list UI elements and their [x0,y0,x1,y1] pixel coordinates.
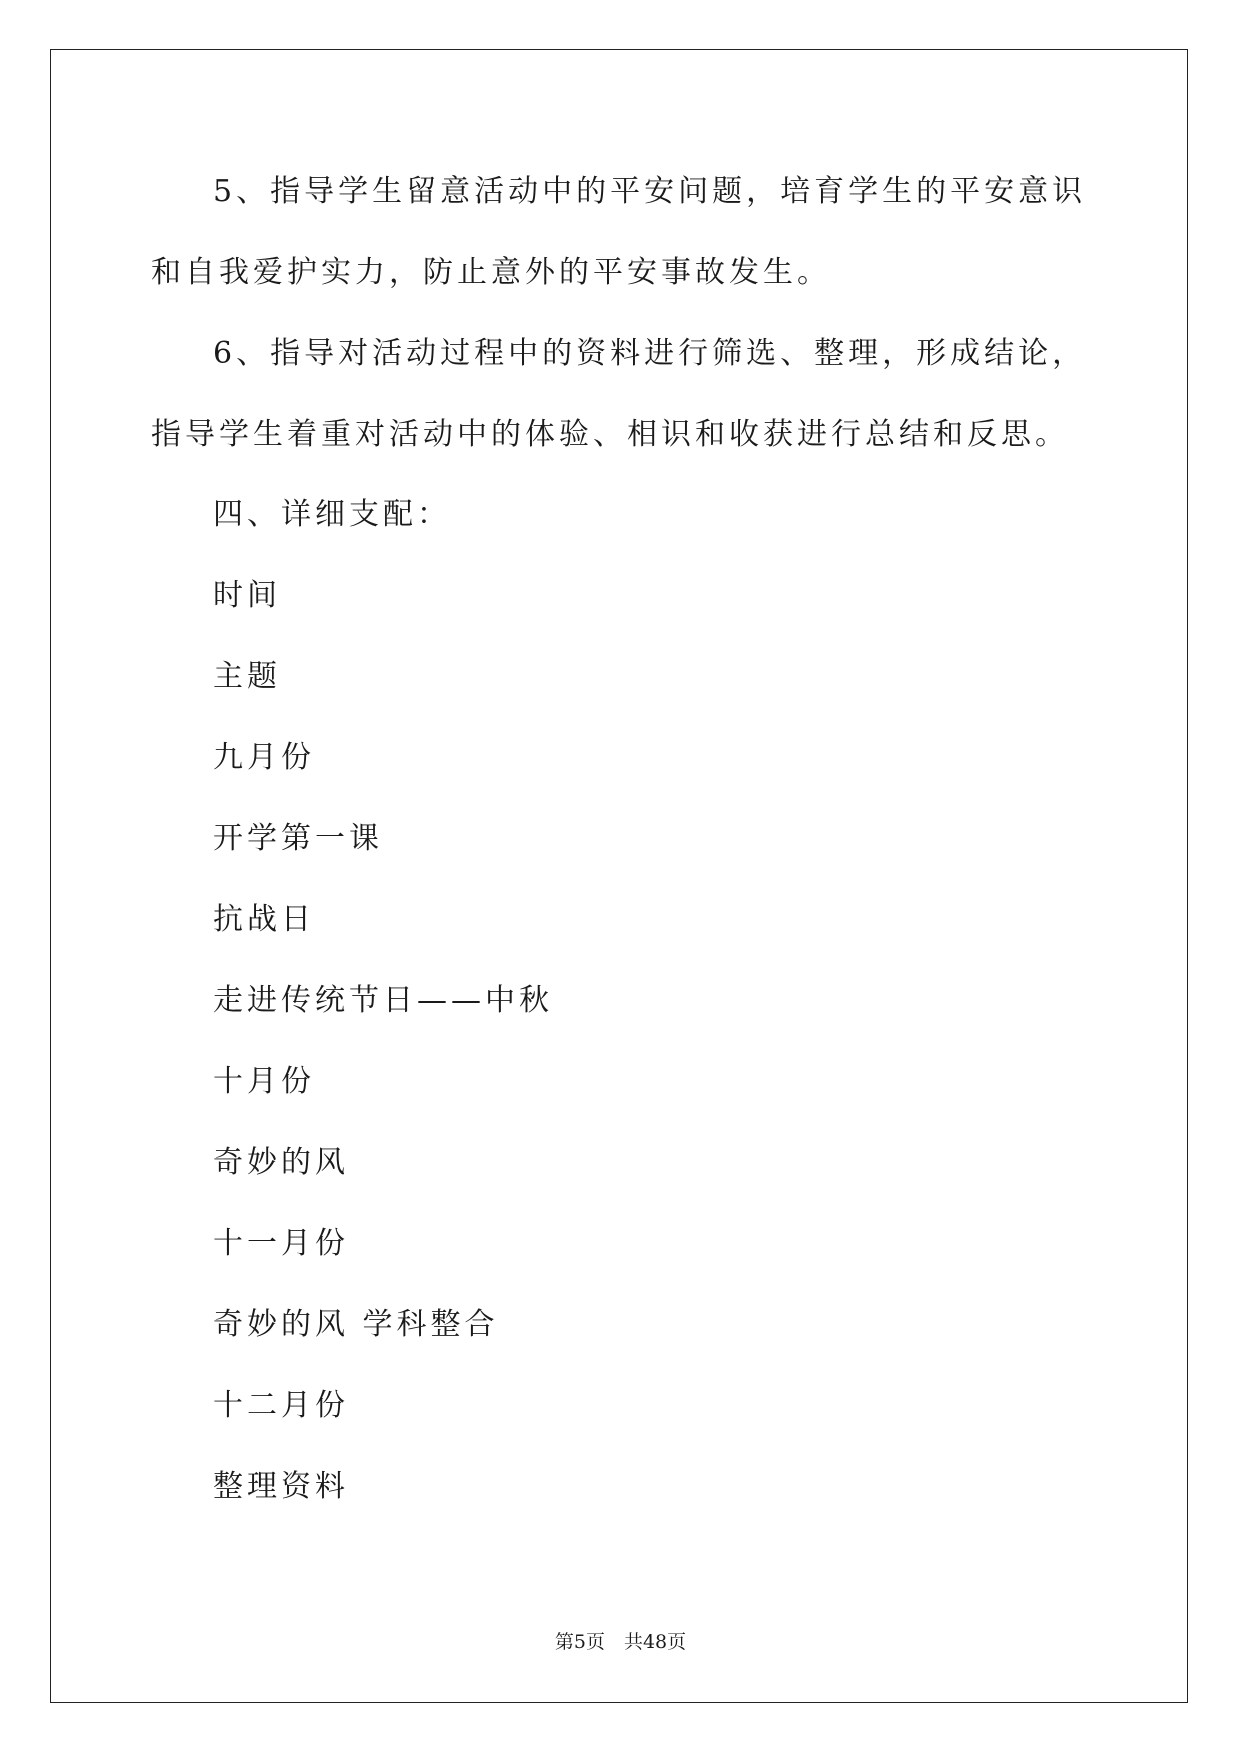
list-item: 奇妙的风 学科整合 [213,1307,499,1342]
list-item: 开学第一课 [213,821,383,856]
list-item: 九月份 [213,740,315,775]
list-item: 抗战日 [213,902,315,937]
paragraph-5: 5、指导学生留意活动中的平安问题，培育学生的平安意识和自我爱护实力，防止意外的平安事故发生。 [151,174,1087,290]
list-item: 走进传统节日——中秋 [213,983,553,1018]
list-item: 十一月份 [213,1226,349,1261]
section-heading: 四、详细支配： [213,497,451,532]
page-number-footer: 第5页 共48页 [554,1631,687,1653]
list-item: 十二月份 [213,1388,349,1423]
list-item: 主题 [213,659,281,694]
paragraph-6: 6、指导对活动过程中的资料进行筛选、整理，形成结论，指导学生着重对活动中的体验、相识和收获进行总结和反思。 [151,336,1087,452]
list-item: 整理资料 [213,1469,349,1504]
list-item: 时间 [213,578,281,613]
list-item: 奇妙的风 [213,1145,349,1180]
list-item: 十月份 [213,1064,315,1099]
